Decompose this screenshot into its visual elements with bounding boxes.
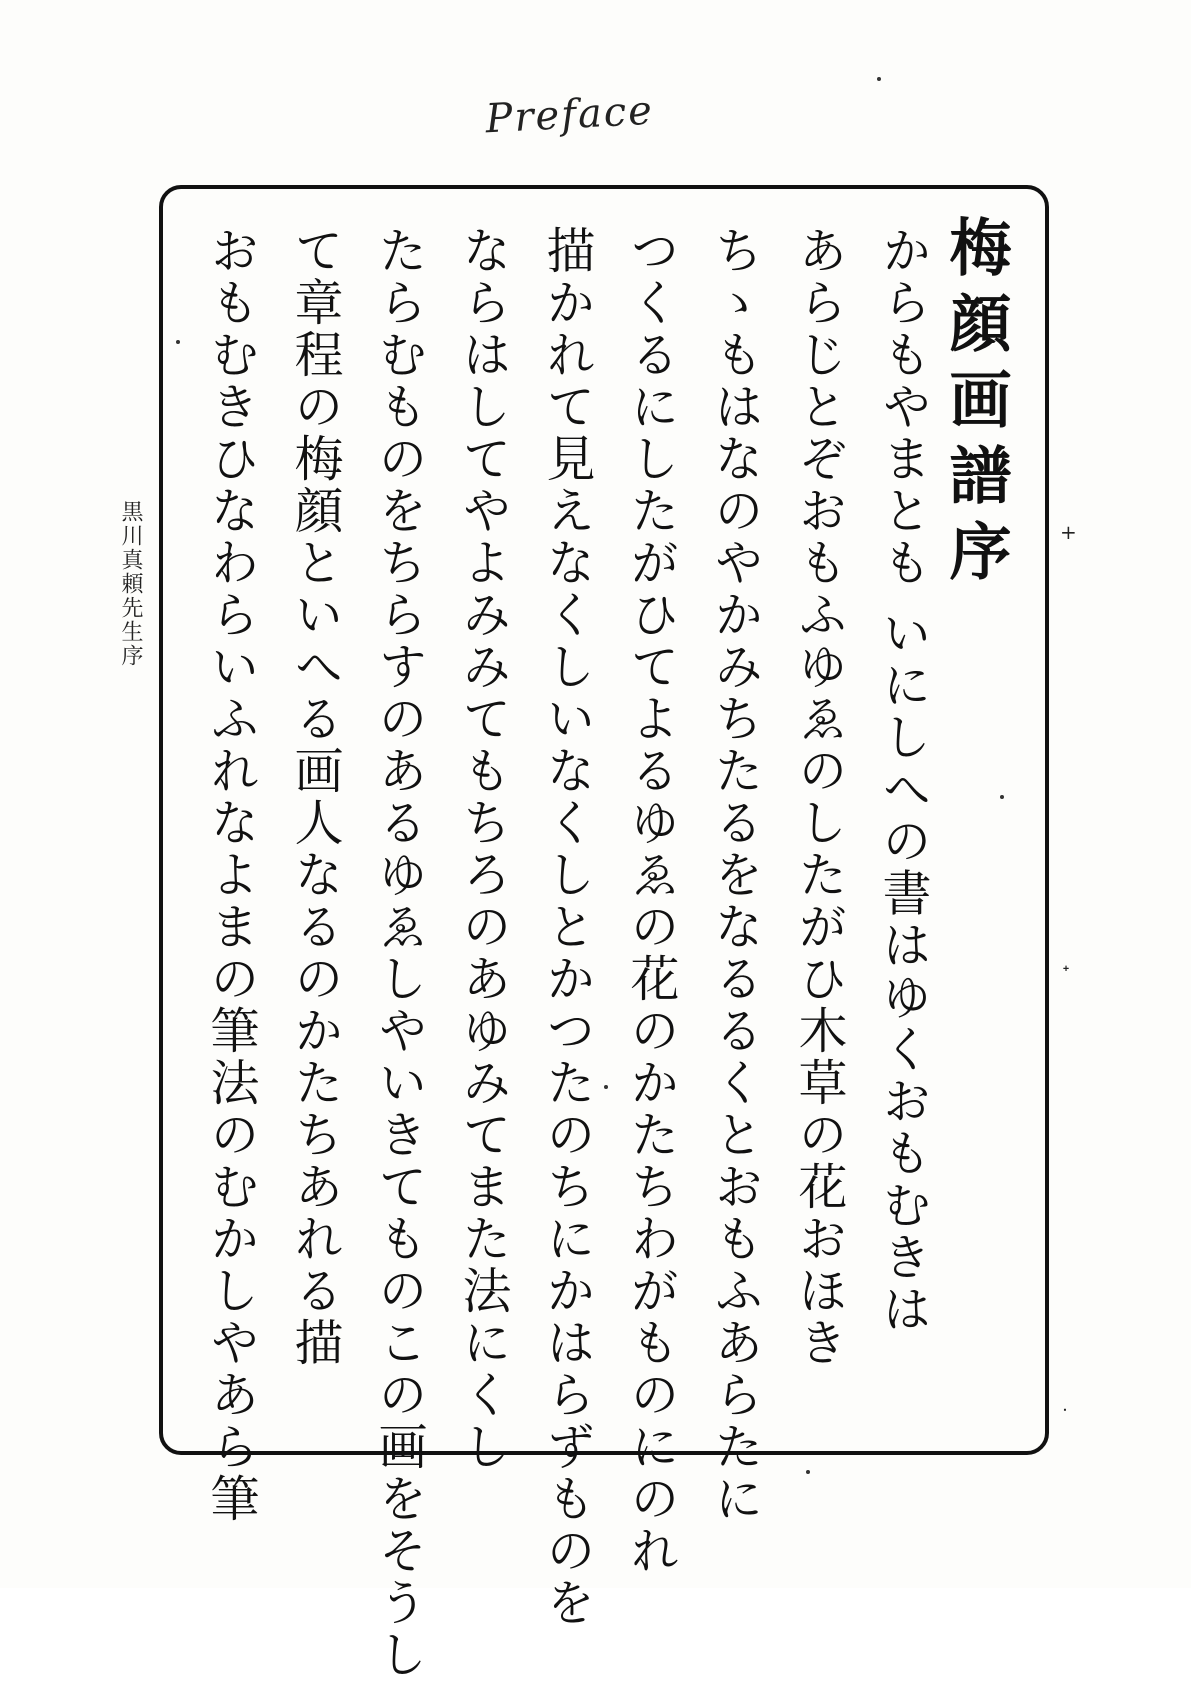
calligraphy-columns <box>170 205 1040 1681</box>
text-column-3: ちゝもはなのやかみちたるをなるるくとおもふあらたに <box>707 225 764 1525</box>
scan-speck <box>176 340 180 344</box>
text-column-7: たらむものをちらすのあるゆゑしやいきてものこの画をそうし <box>371 225 428 1681</box>
text-column-6: ならはしてやよみみてもちろのあゆみてまた法にくし <box>455 225 512 1473</box>
preface-title: 梅顔画譜序 <box>939 215 1012 595</box>
scan-speck <box>1000 795 1004 799</box>
margin-mark: ᐧ <box>1062 1398 1068 1422</box>
text-column-8: て章程の梅顔といへる画人なるのかたちあれる描 <box>287 225 344 1369</box>
scan-speck <box>604 1085 608 1089</box>
text-column-1: からもやまとも いにしへの書はゆくおもむきは <box>875 225 932 1336</box>
text-column-9: おもむきひなわらいふれなよまの筆法のむかしやあら筆 <box>203 225 260 1525</box>
margin-mark: ᐩ <box>1062 960 1070 984</box>
handwritten-heading: Preface <box>484 87 655 143</box>
text-column-5: 描かれて見えなくしいなくしとかつたのちにかはらずものを <box>539 225 596 1629</box>
side-caption: 黒川真頼先生序 <box>118 500 143 668</box>
text-column-4: つくるにしたがひてよるゆゑの花のかたちわがものにのれ <box>623 225 680 1577</box>
scan-speck <box>877 77 881 81</box>
margin-mark: + <box>1060 520 1077 544</box>
text-column-2: あらじとぞおもふゆゑのしたがひ木草の花おほき <box>791 225 848 1369</box>
scan-speck <box>806 1470 810 1474</box>
